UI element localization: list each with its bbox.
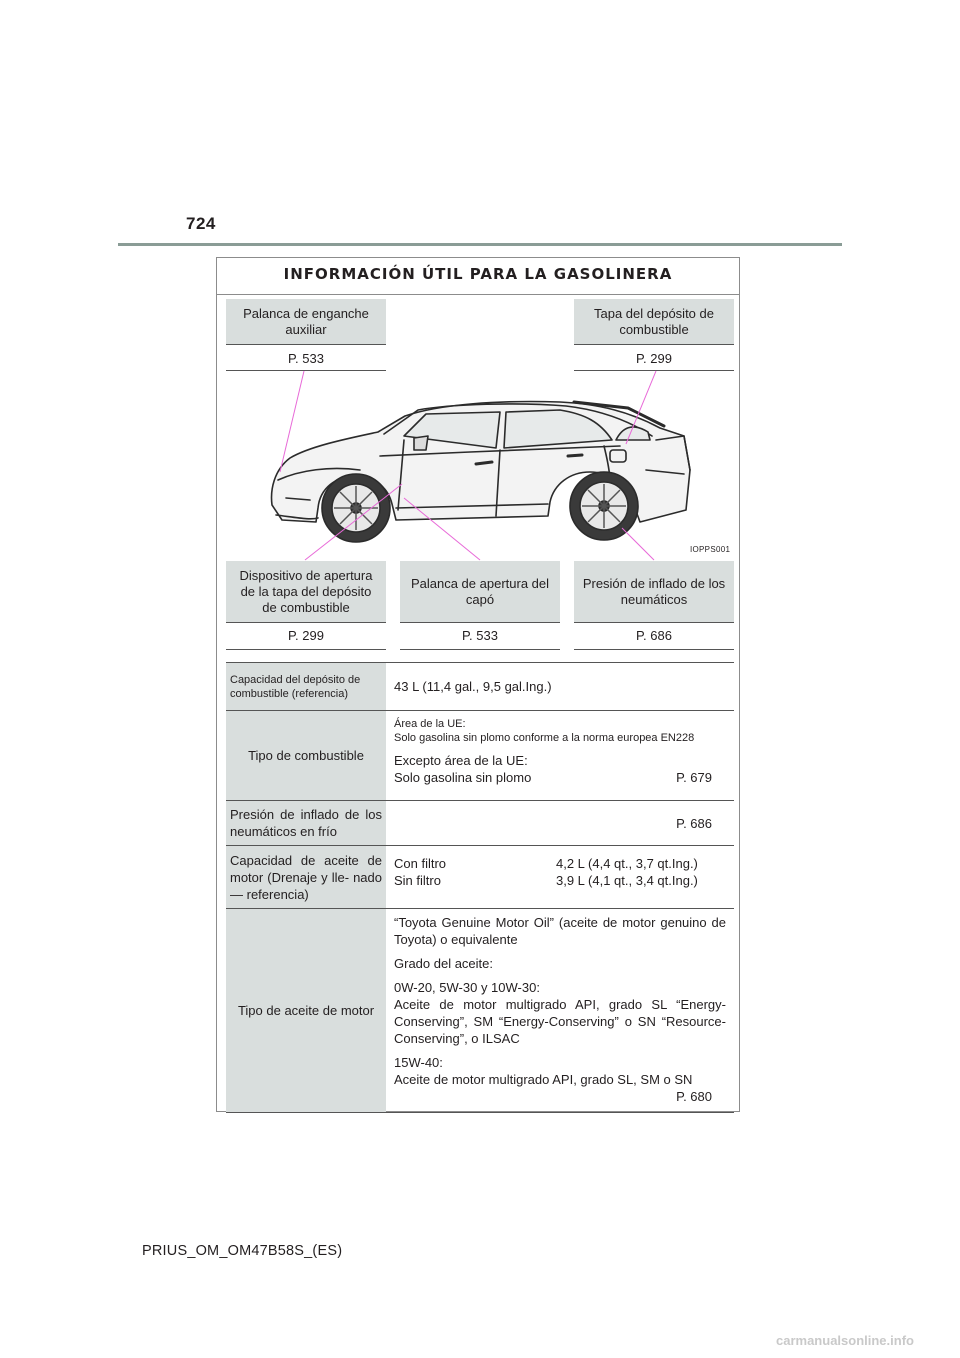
oil-type-ref: P. 680 — [676, 1089, 712, 1104]
tire-pressure-label: Presión de inflado de los neumáticos — [574, 561, 734, 623]
oil-type-p4 — [394, 1054, 726, 1105]
oil-type-p3 — [394, 979, 726, 1047]
tire-cold-label: Presión de inflado de los neumáticos en frío — [226, 801, 386, 845]
oil-with-filter-label: Con filtro — [394, 856, 447, 871]
fuel-type-value — [386, 711, 734, 800]
tank-capacity-label: Capacidad del depósito de combustible (referencia) — [226, 663, 386, 710]
fuel-type-noneu-heading: Excepto área de la UE: — [394, 753, 528, 768]
aux-latch-ref: P. 533 — [226, 351, 386, 371]
table-row — [226, 801, 734, 846]
oil-type-p2: Grado del aceite: — [394, 956, 494, 971]
oil-without-filter-value: 3,9 L (4,1 qt., 3,4 qt.Ing.) — [556, 873, 698, 888]
oil-capacity-value — [386, 846, 734, 908]
fuel-cap-label: Tapa del depósito de combustible — [574, 299, 734, 345]
oil-type-p3-heading: 0W-20, 5W-30 y 10W-30: — [394, 980, 540, 995]
hood-lever-label: Palanca de apertura del capó — [400, 561, 560, 623]
footer-code: PRIUS_OM_OM47B58S_(ES) — [142, 1243, 343, 1259]
oil-type-p4-text: Aceite de motor multigrado API, grado SL, SM o SN — [394, 1072, 693, 1087]
table-row — [226, 909, 734, 1113]
table-row — [226, 846, 734, 909]
fuel-type-noneu-line — [394, 769, 726, 786]
oil-without-filter — [394, 872, 726, 889]
watermark: carmanualsonline.info — [776, 1333, 914, 1348]
oil-type-p1: “Toyota Genuine Motor Oil” (aceite de motor genuino de Toyota) o equivalente — [394, 915, 726, 947]
tire-pressure-ref: P. 686 — [574, 628, 734, 650]
oil-capacity-label: Capacidad de aceite de motor (Drenaje y lle- nado — referencia) — [226, 846, 386, 908]
fuel-type-label: Tipo de combustible — [226, 711, 386, 800]
fuel-type-eu — [394, 717, 726, 745]
fuel-type-ref: P. 679 — [676, 770, 712, 785]
oil-without-filter-label: Sin filtro — [394, 873, 441, 888]
oil-type-value — [386, 909, 734, 1112]
oil-with-filter-value: 4,2 L (4,4 qt., 3,7 qt.Ing.) — [556, 856, 698, 871]
tank-capacity-text: 43 L (11,4 gal., 9,5 gal.Ing.) — [394, 679, 552, 694]
fuel-type-eu-heading: Área de la UE: — [394, 718, 466, 730]
tire-cold-value — [386, 801, 734, 845]
fuel-door-opener-label: Dispositivo de apertura de la tapa del depósito de combustible — [226, 561, 386, 623]
tank-capacity-value — [386, 663, 734, 710]
image-caption: IOPPS001 — [690, 545, 731, 554]
spec-table — [226, 662, 734, 1113]
oil-type-p3-text: Aceite de motor multigrado API, grado SL “Energy-Conserving”, SM “Energy-Conserving” o SN “Resource-Conserving”, o ILSAC — [394, 997, 726, 1046]
table-row — [226, 662, 734, 711]
oil-type-p4-heading: 15W-40: — [394, 1055, 443, 1070]
oil-type-label: Tipo de aceite de motor — [226, 909, 386, 1112]
page-number: 724 — [186, 214, 216, 233]
hood-lever-ref: P. 533 — [400, 628, 560, 650]
tire-cold-ref: P. 686 — [676, 815, 712, 831]
oil-with-filter — [394, 855, 726, 872]
box-title: INFORMACIÓN ÚTIL PARA LA GASOLINERA — [217, 258, 739, 295]
aux-latch-label: Palanca de enganche auxiliar — [226, 299, 386, 345]
table-row — [226, 711, 734, 801]
fuel-door-opener-ref: P. 299 — [226, 628, 386, 650]
fuel-type-noneu — [394, 752, 726, 786]
fuel-cap-ref: P. 299 — [574, 351, 734, 371]
fuel-type-eu-text: Solo gasolina sin plomo conforme a la norma europea EN228 — [394, 732, 695, 744]
fuel-type-noneu-text: Solo gasolina sin plomo — [394, 770, 532, 785]
